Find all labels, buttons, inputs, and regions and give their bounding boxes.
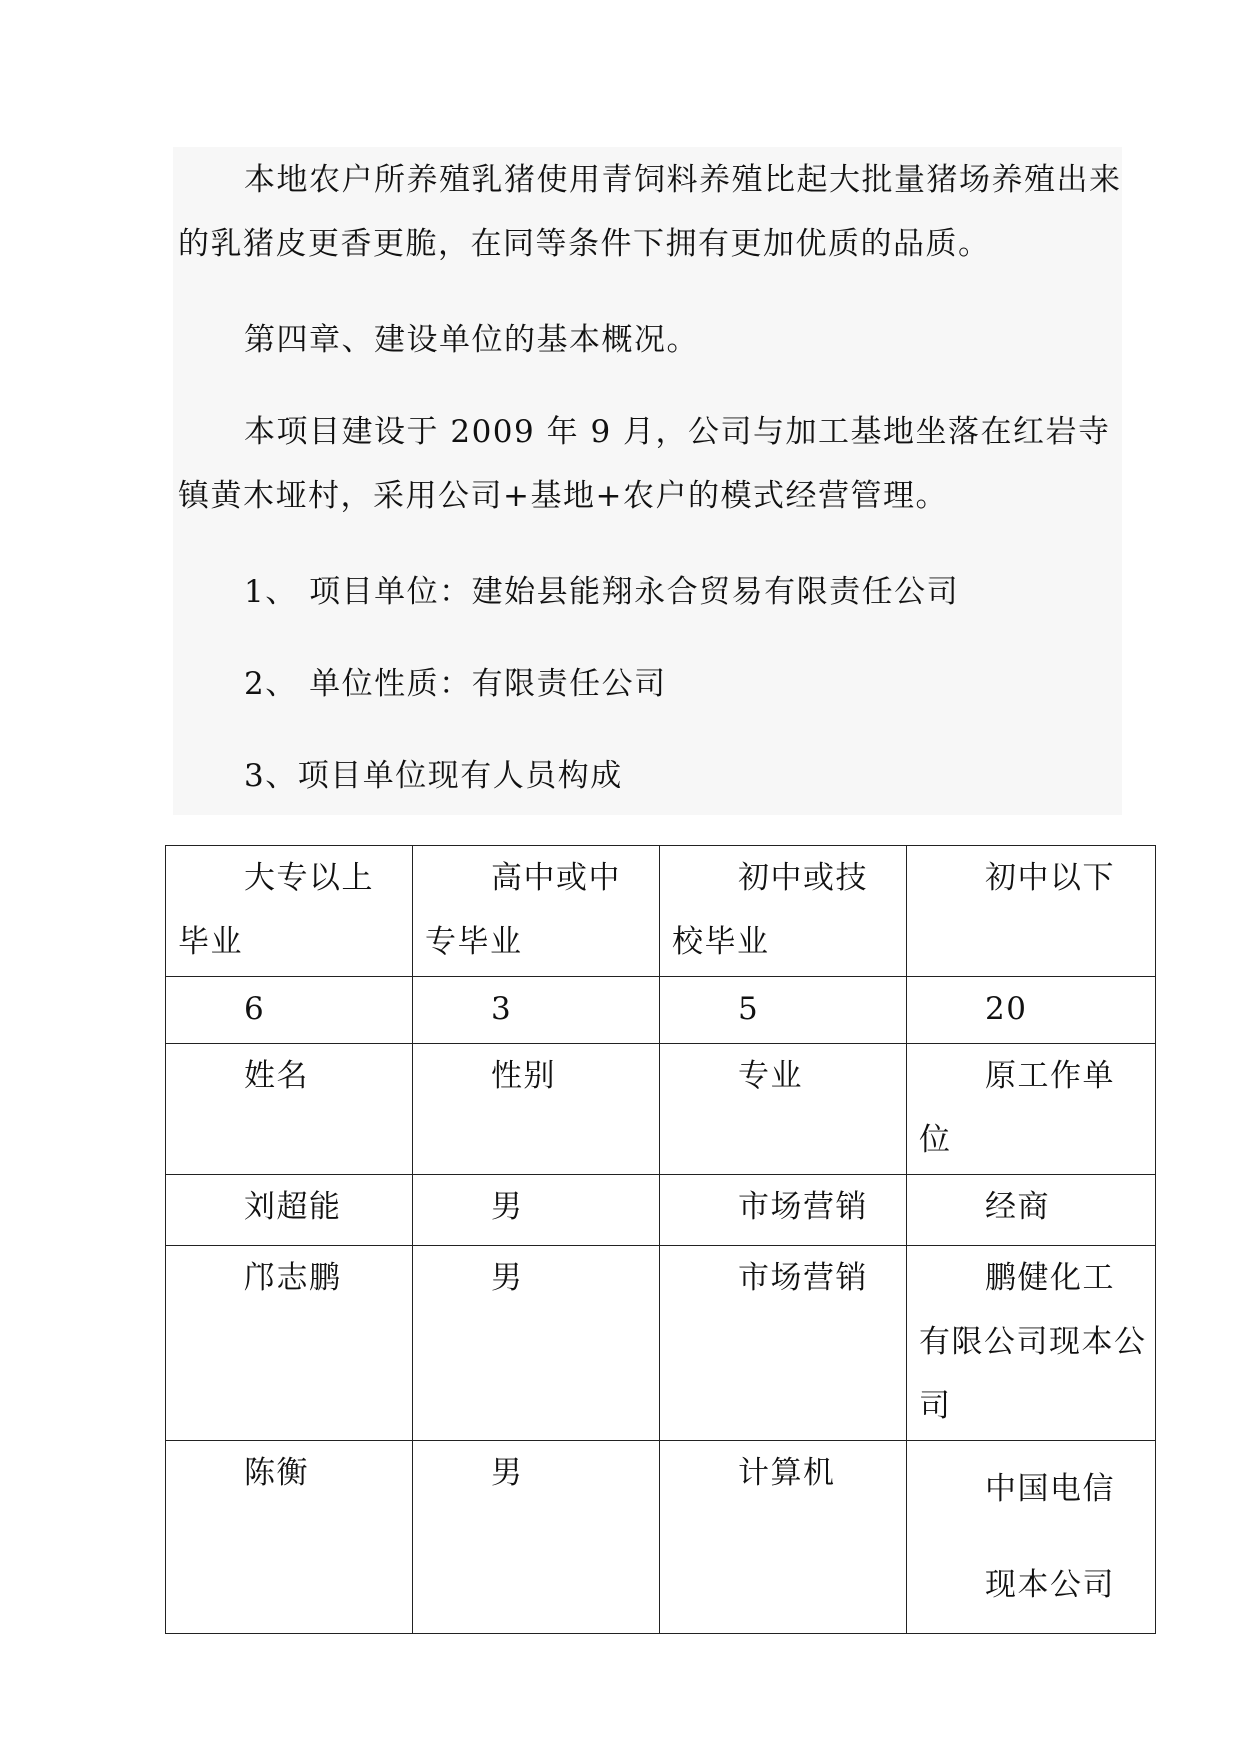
person-header-cell: 原工作单位 <box>907 1044 1156 1175</box>
chapter-heading: 第四章、建设单位的基本概况。 <box>244 322 699 358</box>
item-staff-composition: 3、项目单位现有人员构成 <box>244 758 623 794</box>
paragraph-green-feed: 本地农户所养殖乳猪使用青饲料养殖比起大批量猪场养殖出来的乳猪皮更香更脆，在同等条件下拥有更加优质的品质。 <box>178 162 1122 262</box>
employer-line: 中国电信 <box>985 1471 1115 1507</box>
table-row <box>166 1441 1156 1634</box>
person-major-cell: 计算机 <box>660 1441 907 1634</box>
person-employer-cell: 鹏健化工有限公司现本公司 <box>907 1246 1156 1441</box>
person-gender-cell: 男 <box>413 1246 660 1441</box>
paragraph-project-founding: 本项目建设于 2009 年 9 月，公司与加工基地坐落在红岩寺镇黄木垭村，采用公司+基地+农户的模式经营管理。 <box>178 414 1111 514</box>
person-name-cell: 陈衡 <box>166 1441 413 1634</box>
person-employer-cell: 经商 <box>907 1175 1156 1246</box>
person-employer-cell <box>907 1441 1156 1634</box>
table-row <box>166 1175 1156 1246</box>
item-project-unit: 1、 项目单位：建始县能翔永合贸易有限责任公司 <box>244 574 960 610</box>
education-header-cell: 初中或技校毕业 <box>660 846 907 977</box>
person-header-row <box>166 1044 1156 1175</box>
person-name-cell: 邝志鹏 <box>166 1246 413 1441</box>
table-row <box>166 1246 1156 1441</box>
education-count-cell: 20 <box>907 977 1156 1044</box>
person-major-cell: 市场营销 <box>660 1246 907 1441</box>
staff-table <box>165 845 1156 1634</box>
education-header-cell: 大专以上毕业 <box>166 846 413 977</box>
education-header-cell: 高中或中专毕业 <box>413 846 660 977</box>
education-count-cell: 6 <box>166 977 413 1044</box>
education-header-cell: 初中以下 <box>907 846 1156 977</box>
education-count-cell: 3 <box>413 977 660 1044</box>
person-header-cell: 性别 <box>413 1044 660 1175</box>
education-header-row <box>166 846 1156 977</box>
person-gender-cell: 男 <box>413 1441 660 1634</box>
employer-line: 现本公司 <box>985 1567 1115 1603</box>
education-count-cell: 5 <box>660 977 907 1044</box>
person-major-cell: 市场营销 <box>660 1175 907 1246</box>
item-unit-nature: 2、 单位性质：有限责任公司 <box>244 666 667 702</box>
education-count-row <box>166 977 1156 1044</box>
person-name-cell: 刘超能 <box>166 1175 413 1246</box>
person-header-cell: 专业 <box>660 1044 907 1175</box>
person-header-cell: 姓名 <box>166 1044 413 1175</box>
person-gender-cell: 男 <box>413 1175 660 1246</box>
